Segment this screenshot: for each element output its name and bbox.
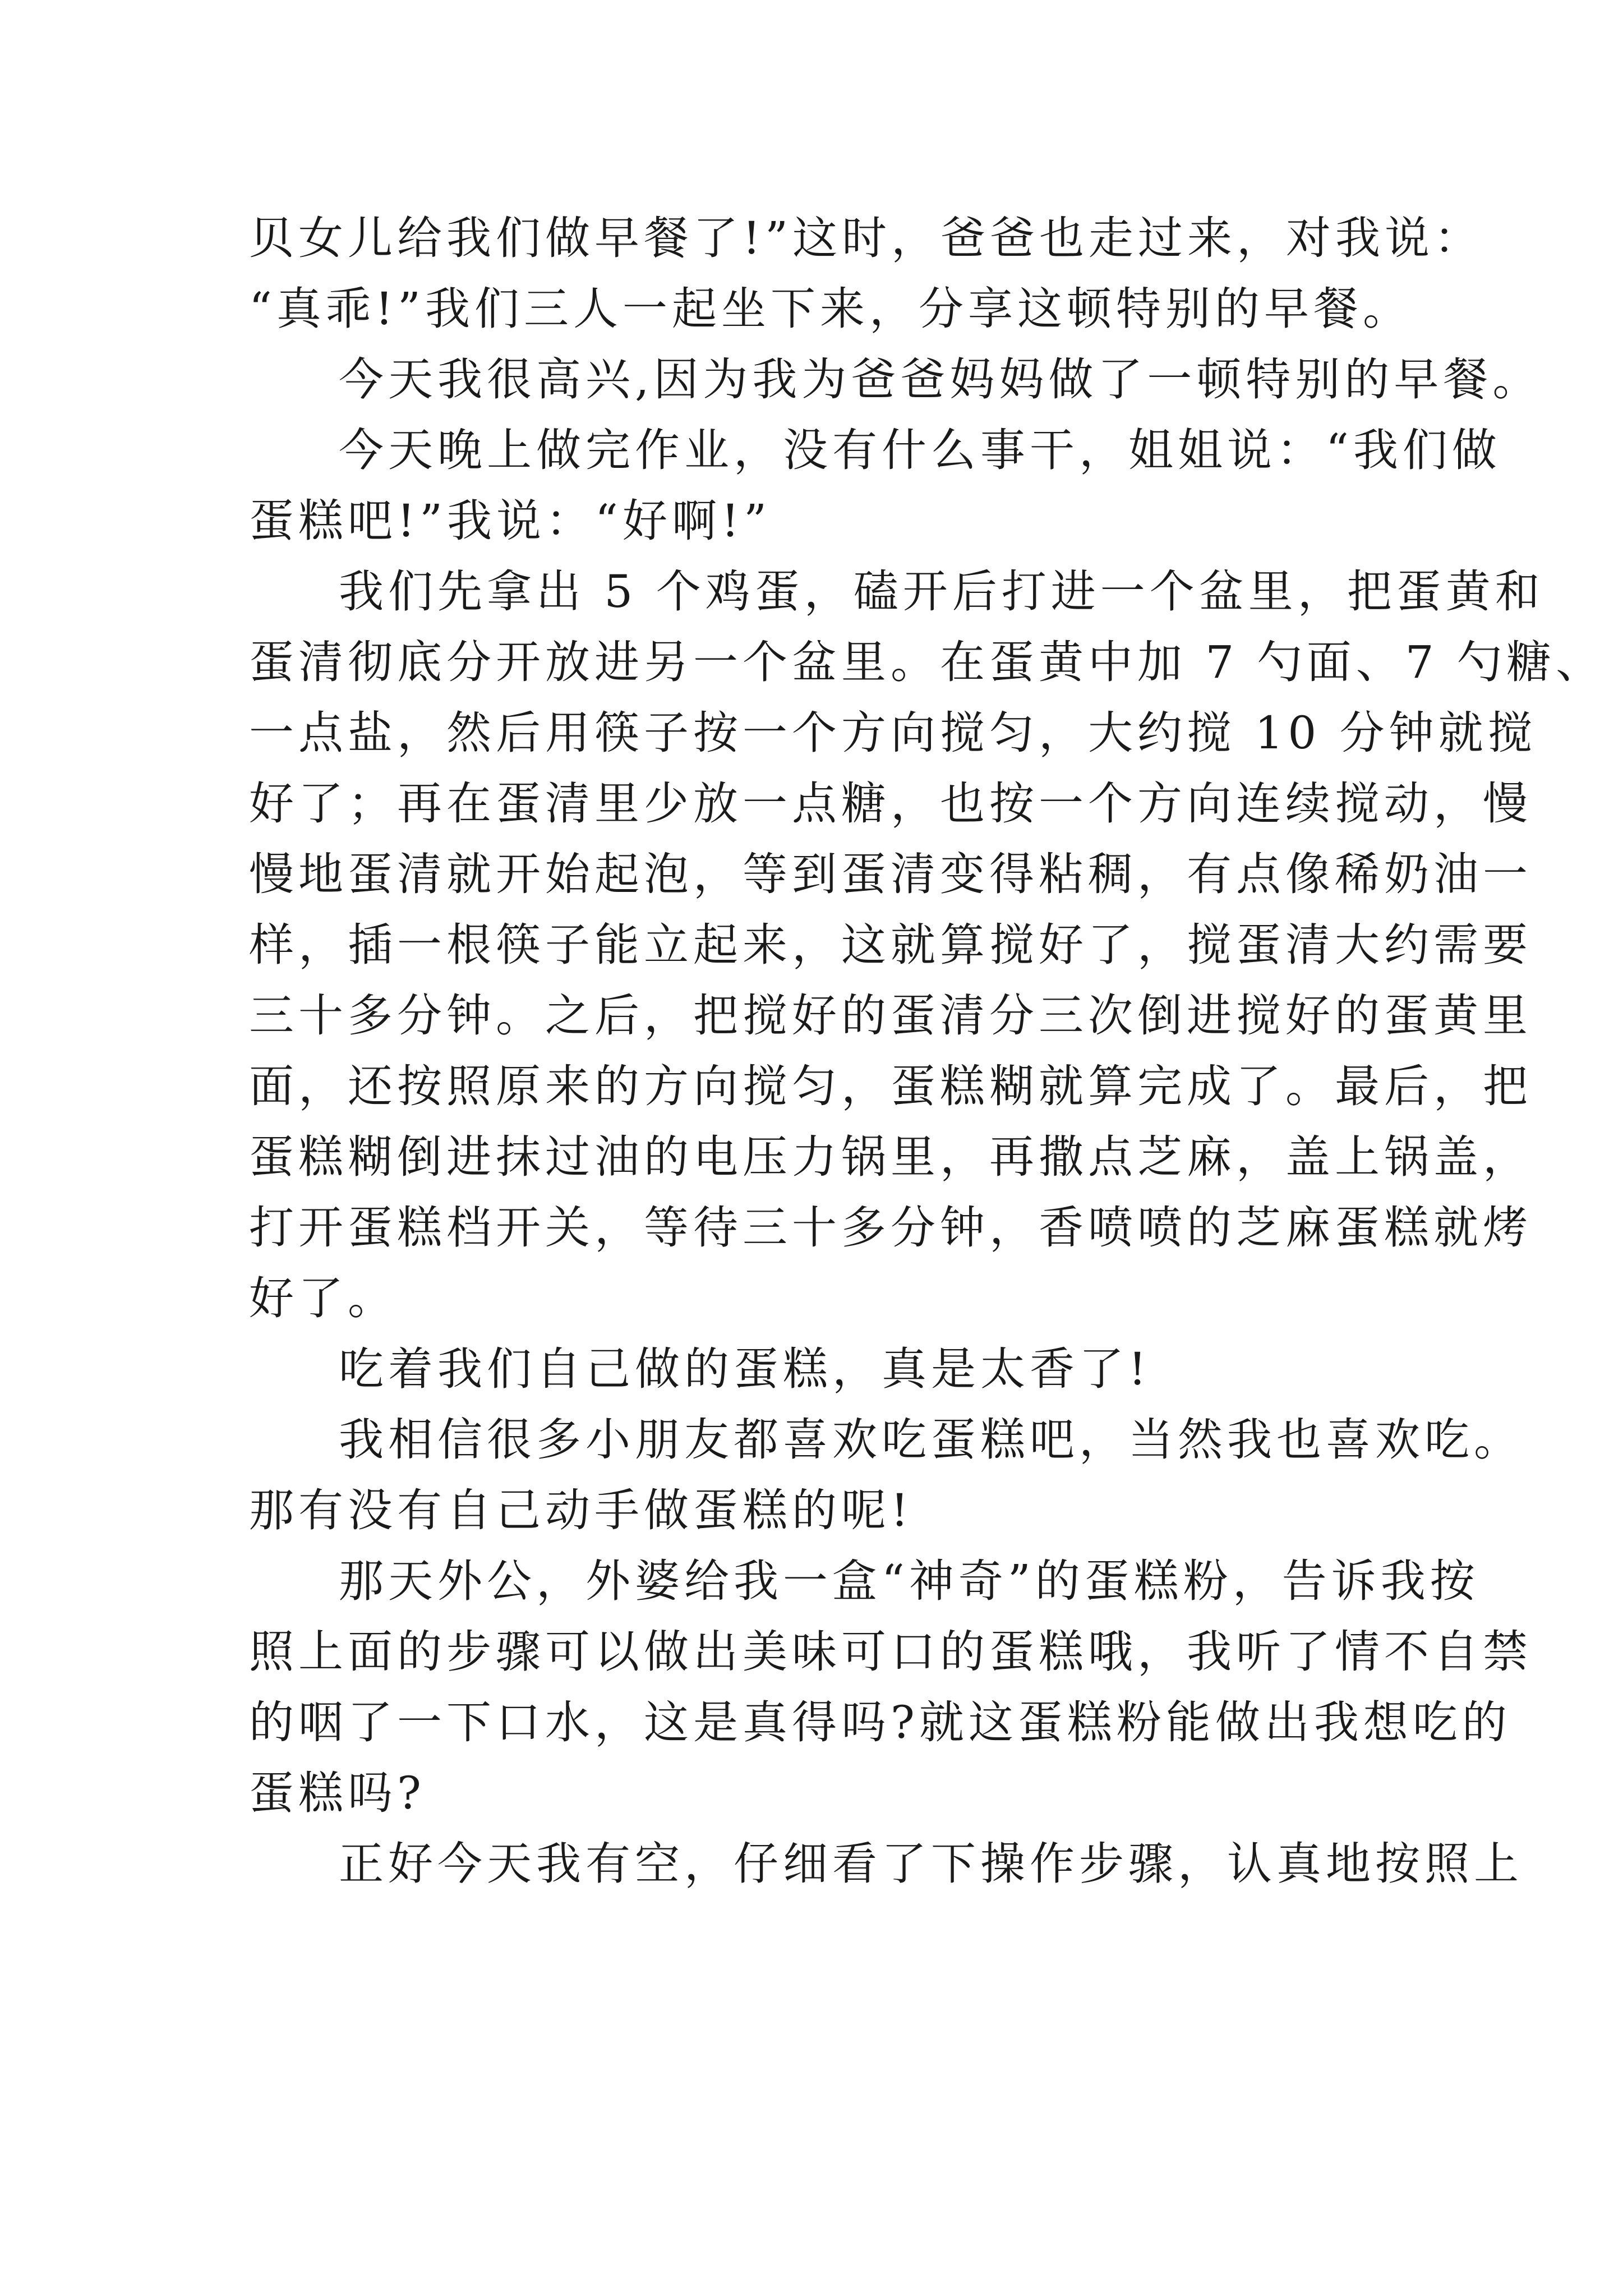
text-line: 的咽了一下口水，这是真得吗?就这蛋糕粉能做出我想吃的 <box>249 1696 1511 1749</box>
text-line: 贝女儿给我们做早餐了!”这时，爸爸也走过来，对我说： <box>249 212 1484 264</box>
text-line: 慢地蛋清就开始起泡，等到蛋清变得粘稠，有点像稀奶油一 <box>249 848 1532 900</box>
text-line: 一点盐，然后用筷子按一个方向搅匀，大约搅 10 分钟就搅 <box>249 707 1537 759</box>
text-line: 打开蛋糕档开关，等待三十多分钟，香喷喷的芝麻蛋糕就烤 <box>249 1202 1532 1254</box>
text-line: 样，插一根筷子能立起来，这就算搅好了，搅蛋清大约需要 <box>249 919 1532 971</box>
text-line: 蛋糕糊倒进抹过油的电压力锅里，再撒点芝麻，盖上锅盖， <box>249 1131 1532 1183</box>
document-body <box>249 203 1606 1899</box>
text-line: 吃着我们自己做的蛋糕，真是太香了! <box>339 1343 1151 1395</box>
text-line: “真乖!”我们三人一起坐下来，分享这顿特别的早餐。 <box>249 283 1412 335</box>
text-line: 好了。 <box>249 1272 397 1324</box>
text-line: 蛋糕吧!”我说：“好啊!” <box>249 495 771 547</box>
text-line: 今天我很高兴,因为我为爸爸妈妈做了一顿特别的早餐。 <box>339 353 1542 406</box>
text-line: 蛋清彻底分开放进另一个盆里。在蛋黄中加 7 勺面、7 勺糖、 <box>249 636 1606 688</box>
text-line: 那有没有自己动手做蛋糕的呢! <box>249 1484 914 1536</box>
text-line: 好了；再在蛋清里少放一点糖，也按一个方向连续搅动，慢 <box>249 777 1532 830</box>
text-line: 三十多分钟。之后，把搅好的蛋清分三次倒进搅好的蛋黄里 <box>249 990 1532 1042</box>
text-line: 今天晚上做完作业，没有什么事干，姐姐说：“我们做 <box>339 424 1501 476</box>
text-line: 照上面的步骤可以做出美味可口的蛋糕哦，我听了情不自禁 <box>249 1626 1532 1678</box>
text-line: 那天外公，外婆给我一盒“神奇”的蛋糕粉，告诉我按 <box>339 1555 1479 1607</box>
text-line: 我们先拿出 5 个鸡蛋，磕开后打进一个盆里，把蛋黄和 <box>339 565 1544 618</box>
text-line: 正好今天我有空，仔细看了下操作步骤，认真地按照上 <box>339 1838 1523 1890</box>
text-line: 蛋糕吗? <box>249 1767 426 1819</box>
text-line: 面，还按照原来的方向搅匀，蛋糕糊就算完成了。最后，把 <box>249 1060 1532 1112</box>
text-line: 我相信很多小朋友都喜欢吃蛋糕吧，当然我也喜欢吃。 <box>339 1414 1523 1466</box>
